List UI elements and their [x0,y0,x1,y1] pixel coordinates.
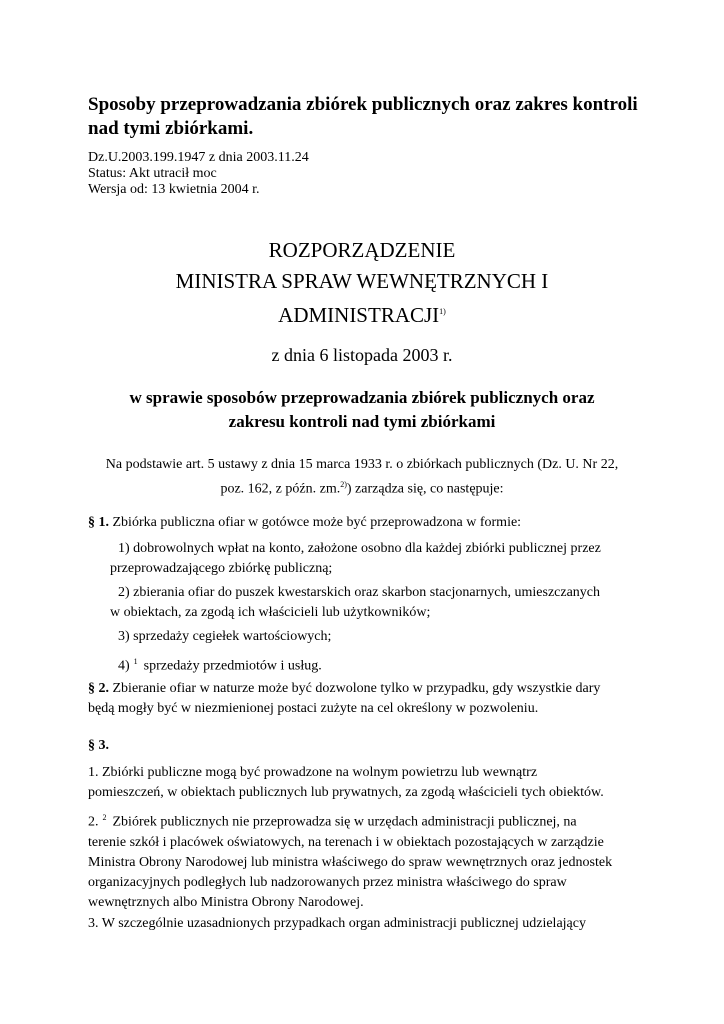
section-1-item-3: 3) sprzedaży cegiełek wartościowych; [118,629,332,644]
section-3-heading [88,736,648,756]
document-metadata [88,150,309,198]
subject-line2: zakresu kontroli nad tymi zbiórkami [228,412,496,431]
item-4-text: sprzedaży przedmiotów i usług. [143,658,322,674]
section-3-mark: § 3. [88,738,109,753]
ministry-heading-line2 [88,298,636,329]
ministry-heading-line1: MINISTRA SPRAW WEWNĘTRZNYCH I [175,269,549,293]
footnote-ref-1[interactable]: 1) [439,307,446,316]
section-2-line1 [88,679,648,699]
journal-reference: Dz.U.2003.199.1947 z dnia 2003.11.24 [88,150,309,165]
s3-p2-number: 2. [88,814,99,830]
s3-p1-line1: 1. Zbiórki publiczne mogą być prowadzone na wolnym powietrzu lub wewnątrz [88,765,538,780]
item-2-line1: 2) zbierania ofiar do puszek kwestarskich oraz skarbon stacjonarnych, umieszczanych [118,585,601,600]
preamble-line2-text: poz. 162, z późn. zm. [220,481,341,497]
section-2 [88,679,648,719]
version-line: Wersja od: 13 kwietnia 2004 r. [88,182,260,197]
preamble-line2 [88,475,636,500]
section-2-line2: będą mogły być w niezmienionej postaci zużyte na cel określony w pozwoleniu. [88,701,539,716]
section-1-intro [88,513,648,533]
s3-p2-text: Zbiórek publicznych nie przeprowadza się w urzędach administracji publicznej, na [112,814,577,830]
regulation-subject [88,386,636,434]
s3-p2-line4: organizacyjnych podległych lub nadzorowanych przez ministra właściwego do spraw [88,874,567,890]
preamble [88,455,636,500]
section-3-paragraph-3: 3. W szczególnie uzasadnionych przypadkach organ administracji publicznej udzielający [88,916,586,931]
section-2-text: Zbieranie ofiar w naturze może być dozwolone tylko w przypadku, gdy wszystkie dary [109,681,601,696]
item-4-number: 4) [118,658,130,674]
s3-p2-line1 [88,808,648,833]
regulation-heading: ROZPORZĄDZENIE [268,238,456,262]
regulation-date: z dnia 6 listopada 2003 r. [271,345,453,365]
footnote-ref-item-4[interactable]: 1 [133,657,138,666]
footnote-ref-2[interactable]: 2) [340,480,347,489]
footnote-ref-s3-p2[interactable]: 2 [102,813,107,822]
section-3-paragraph-1 [88,763,648,803]
section-1-item-2 [110,583,640,623]
section-1-item-1 [110,539,640,579]
item-1-line1: 1) dobrowolnych wpłat na konto, założone osobno dla każdej zbiórki publicznej przez [118,541,601,556]
section-3-paragraph-2 [88,808,648,913]
s3-p2-line5: wewnętrznych albo Ministra Obrony Narodowej. [88,894,364,910]
s3-p2-line2: terenie szkół i placówek oświatowych, na terenach i w obiektach pozostających w zarządzie [88,834,604,850]
item-2-line2: w obiektach, za zgodą ich właścicieli lub użytkowników; [110,605,431,620]
s3-p1-line2: pomieszczeń, w obiektach publicznych lub prywatnych, za zgodą właścicieli tych obiektów. [88,785,604,800]
section-1-text: Zbiórka publiczna ofiar w gotówce może być przeprowadzona w formie: [109,515,522,530]
subject-line1: w sprawie sposobów przeprowadzania zbiórek publicznych oraz [129,388,595,407]
section-2-mark: § 2. [88,681,109,696]
item-1-line2: przeprowadzającego zbiórkę publiczną; [110,561,333,576]
section-1-item-4 [110,652,648,677]
ministry-heading-text: ADMINISTRACJI [278,303,440,327]
status-line: Status: Akt utracił moc [88,166,217,181]
s3-p2-line3: Ministra Obrony Narodowej lub ministra właściwego do spraw wewnętrznych oraz jednostek [88,854,613,870]
preamble-line1: Na podstawie art. 5 ustawy z dnia 15 marca 1933 r. o zbiórkach publicznych (Dz. U. Nr 22, [105,457,619,472]
section-1-mark: § 1. [88,515,109,530]
preamble-line2-end: ) zarządza się, co następuje: [346,481,504,497]
document-title: Sposoby przeprowadzania zbiórek publicznych oraz zakres kontroli nad tymi zbiórkami. [88,94,638,139]
